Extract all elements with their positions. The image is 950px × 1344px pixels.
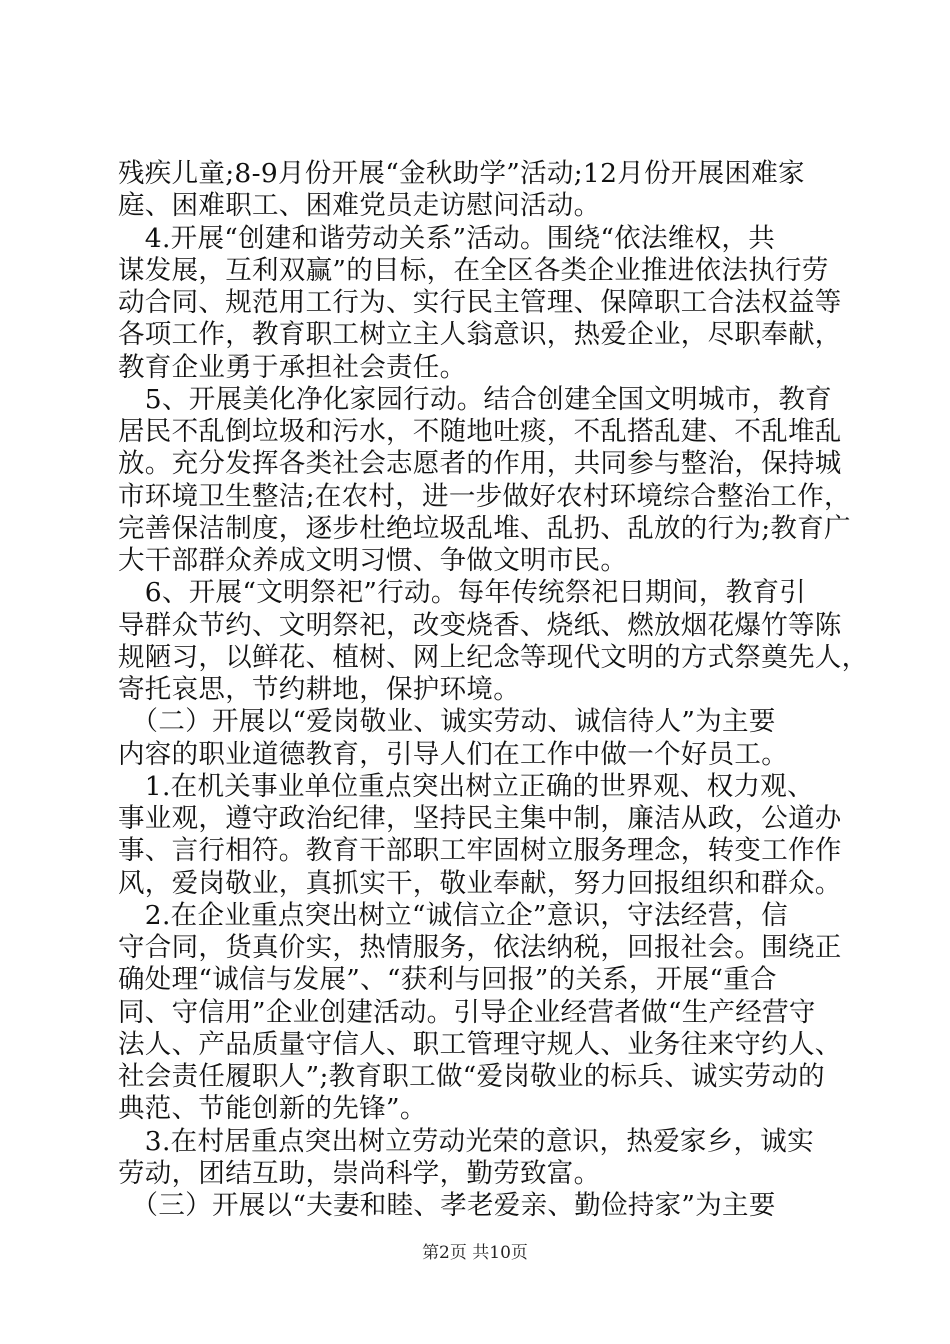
text-line: 6、开展“文明祭祀”行动。每年传统祭祀日期间，教育引 [118,577,807,609]
text-line: 5、开展美化净化家园行动。结合创建全国文明城市，教育 [118,383,832,415]
text-line: （三）开展以“夫妻和睦、孝老爱亲、勤俭持家”为主要 [118,1190,776,1221]
text-line: 动合同、规范用工行为、实行民主管理、保障职工合法权益等 [118,287,842,318]
text-line: 1.在机关事业单位重点突出树立正确的世界观、权力观、 [118,770,814,802]
text-line: 事、言行相符。教育干部职工牢固树立服务理念，转变工作作 [118,835,842,867]
text-line: 社会责任履职人”;教育职工做“爱岗敬业的标兵、诚实劳动的 [118,1061,825,1092]
text-line: 规陋习，以鲜花、植树、网上纪念等现代文明的方式祭奠先人， [118,641,869,673]
text-line: 同、守信用”企业创建活动。引导企业经营者做“生产经营守 [118,996,816,1028]
text-line: 2.在企业重点突出树立“诚信立企”意识，守法经营，信 [118,899,788,931]
text-line: 各项工作，教育职工树立主人翁意识，热爱企业，尽职奉献， [118,319,842,351]
text-line: 市环境卫生整洁;在农村，进一步做好农村环境综合整治工作， [118,480,851,512]
text-line: 守合同，货真价实，热情服务，依法纳税，回报社会。围绕正 [118,932,842,963]
text-line: 谋发展，互利双赢”的目标，在全区各类企业推进依法执行劳 [118,254,829,286]
text-line: 3.在村居重点突出树立劳动光荣的意识，热爱家乡，诚实 [118,1125,814,1157]
text-line: 残疾儿童;8-9月份开展“金秋助学”活动;12月份开展困难家 [118,158,805,189]
text-line: 风，爱岗敬业，真抓实干，敬业奉献，努力回报组织和群众。 [118,867,842,899]
text-line: 内容的职业道德教育，引导人们在工作中做一个好员工。 [118,738,788,770]
text-line: 确处理“诚信与发展”、“获利与回报”的关系，开展“重合 [118,964,777,996]
text-line: 4.开展“创建和谐劳动关系”活动。围绕“依法维权，共 [118,222,776,254]
text-line: 典范、节能创新的先锋”。 [118,1093,427,1125]
text-line: 寄托哀思，节约耕地，保护环境。 [118,674,520,705]
text-line: 事业观，遵守政治纪律，坚持民主集中制，廉洁从政，公道办 [118,803,842,834]
text-line: 大干部群众养成文明习惯、争做文明市民。 [118,545,628,576]
text-line: 劳动，团结互助，崇尚科学，勤劳致富。 [118,1157,601,1189]
text-line: 居民不乱倒垃圾和污水，不随地吐痰，不乱搭乱建、不乱堆乱 [118,416,842,447]
text-line: 放。充分发挥各类社会志愿者的作用，共同参与整治，保持城 [118,448,842,480]
text-line: 导群众节约、文明祭祀，改变烧香、烧纸、燃放烟花爆竹等陈 [118,609,842,641]
page-number-footer: 第2页 共10页 [422,1243,528,1263]
text-line: 完善保洁制度，逐步杜绝垃圾乱堆、乱扔、乱放的行为;教育广 [118,512,851,544]
text-line: 庭、困难职工、困难党员走访慰问活动。 [118,190,601,222]
text-line: （二）开展以“爱岗敬业、诚实劳动、诚信待人”为主要 [118,706,776,738]
text-line: 教育企业勇于承担社会责任。 [118,351,467,383]
text-line: 法人、产品质量守信人、职工管理守规人、业务往来守约人、 [118,1028,842,1060]
